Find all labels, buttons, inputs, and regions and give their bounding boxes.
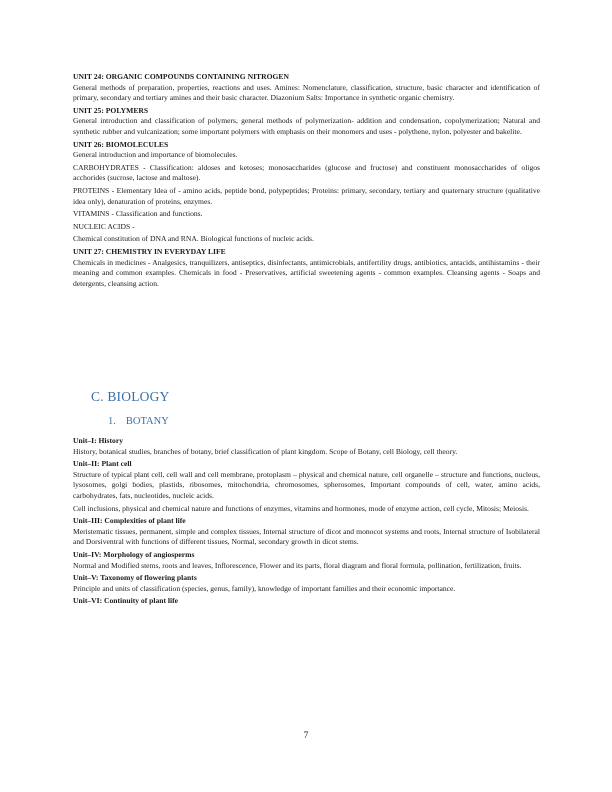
subsection-label: BOTANY (125, 416, 169, 427)
unit-paragraph: Meristematic tissues, permanent, simple and complex tissues, Internal structure of dicot and monocot systems and roots, Internal structure of Isobilateral and Dorsiventral with functions of different tissues, Normal, secondary growth in dicot stems. (73, 526, 540, 547)
botany-unit-3 (73, 516, 540, 548)
unit-27 (73, 247, 540, 289)
unit-paragraph: Chemicals in medicines - Analgesics, tranquilizers, antiseptics, disinfectants, antimicrobials, antifertility drugs, antibiotics, antacids, antihistamins - their meaning and common examples. Chemicals in food - Preservatives, artificial sweetening agents - common examples. Cleansing agents - Soaps and detergents, cleansing action. (73, 257, 540, 288)
unit-paragraph: Principle and units of classification (species, genus, family), knowledge of important families and their economic importance. (73, 583, 456, 593)
botany-unit-5 (73, 573, 540, 594)
unit-paragraph: VITAMINS - Classification and functions. (73, 209, 203, 219)
unit-paragraph: General introduction and importance of biomolecules. (73, 150, 238, 160)
unit-25 (73, 106, 540, 138)
unit-paragraph: Normal and Modified stems, roots and leaves, Inflorescence, Flower and its parts, floral diagram and floral formula, pollination, fertilization, fruits. (73, 560, 522, 570)
unit-heading: UNIT 24: ORGANIC COMPOUNDS CONTAINING NITROGEN (73, 72, 289, 81)
unit-heading: Unit–V: Taxonomy of flowering plants (73, 573, 197, 583)
unit-heading: Unit–III: Complexities of plant life (73, 516, 186, 526)
unit-paragraph: NUCLEIC ACIDS - (73, 221, 135, 231)
botany-unit-4 (73, 550, 540, 571)
page-number: 7 (303, 731, 309, 741)
unit-heading: Unit–II: Plant cell (73, 459, 132, 469)
unit-paragraph: Chemical constitution of DNA and RNA. Biological functions of nucleic acids. (73, 234, 314, 244)
botany-units (73, 436, 540, 607)
unit-paragraph: PROTEINS - Elementary Idea of - amino acids, peptide bond, polypeptides; Proteins: primary, secondary, tertiary and quaternary structure (qualitative idea only), denaturation of proteins, enzymes. (73, 185, 540, 206)
unit-heading: UNIT 25: POLYMERS (73, 105, 149, 115)
botany-unit-2 (73, 459, 540, 514)
unit-paragraph: General methods of preparation, properties, reactions and uses. Amines: Nomenclature, classification, structure, basic character and identification of primary, secondary and tertiary amines and their basic character. Diazonium Salts: Importance in synthetic organic chemistry. (73, 82, 540, 103)
botany-unit-1 (73, 436, 540, 457)
unit-paragraph: CARBOHYDRATES - Classification: aldoses and ketoses; monosaccharides (glucose and fructose) and constituent monosaccharides of oligos acchorides (sucrose, lactose and maltose). (73, 162, 540, 183)
unit-24 (73, 72, 540, 104)
unit-heading: Unit–IV: Morphology of angiosperms (73, 549, 195, 559)
unit-paragraph: Cell inclusions, physical and chemical nature and functions of enzymes, vitamins and hormones, mode of enzyme action, cell cycle, Mitosis; Meiosis. (73, 503, 529, 513)
unit-paragraph: General introduction and classification of polymers, general methods of polymerization- addition and condensation, copolymerization; Natural and synthetic rubber and vulcanization; some important polymers with emphasis on their monomers and uses - polythene, nylon, polyester and bakelite. (73, 116, 540, 136)
chemistry-units (73, 72, 540, 291)
subsection-number: 1. (108, 416, 116, 427)
unit-heading: Unit–I: History (73, 436, 123, 445)
unit-heading: UNIT 27: CHEMISTRY IN EVERYDAY LIFE (73, 246, 226, 256)
section-title: C. BIOLOGY (91, 389, 170, 404)
unit-heading: Unit–VI: Continuity of plant life (73, 596, 179, 606)
unit-26 (73, 140, 540, 245)
unit-heading: UNIT 26: BIOMOLECULES (73, 139, 169, 149)
botany-unit-6 (73, 596, 540, 607)
unit-paragraph: Structure of typical plant cell, cell wall and cell membrane, protoplasm – physical and chemical nature, cell organelle – structure and functions, nucleus, lysosomes, golgi bodies, plastids, ribosomes, mitochondria, chromosomes, spherosomes, Important compounds of cell, water, amino acids, carbohydrates, fats, nucleotides, nucleic acids. (73, 469, 540, 500)
unit-paragraph: History, botanical studies, branches of botany, brief classification of plant kingdom. Scope of Botany, cell Biology, cell theory. (73, 446, 458, 456)
subsection-title (108, 416, 169, 427)
